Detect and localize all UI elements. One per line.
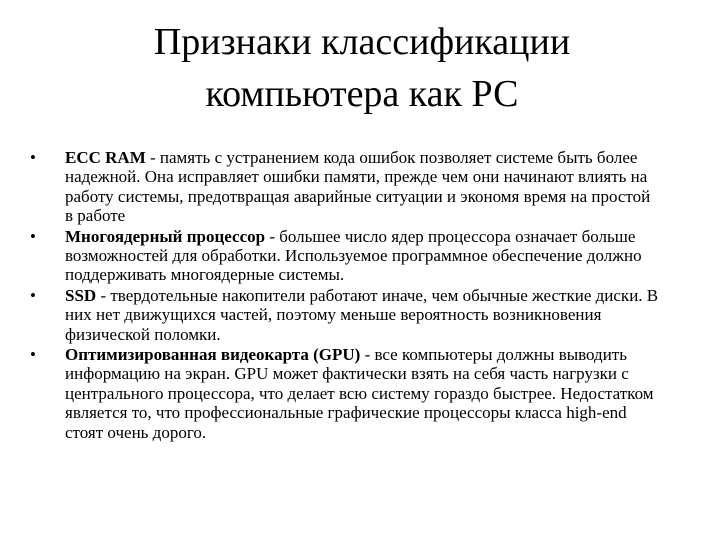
bullet-list: [30, 148, 660, 443]
bullet-item-ecc-ram: [30, 148, 660, 226]
bullet-item-multicore-cpu: [30, 227, 660, 285]
bullet-item-gpu: [30, 345, 660, 442]
bullet-text: - память с устранением кода ошибок позволяет системе быть более надежной. Она исправляет ошибки памяти, прежде чем они начинают влиять на работу системы, предотвращая аварийные ситуации и экономя время на простой в работе: [65, 148, 651, 226]
slide-title: [72, 16, 652, 120]
bullet-text: - твердотельные накопители работают иначе, чем обычные жесткие диски. В них нет движущихся частей, поэтому меньше вероятность возникновения физической поломки.: [65, 285, 659, 344]
bullet-text: - все компьютеры должны выводить информацию на экран. GPU может фактически взять на себя часть нагрузки с центрального процессора, что делает всю систему гораздо быстрее. Недостатком является то, что профессиональные графические процессоры класса high-end стоят очень дорого.: [65, 345, 654, 442]
slide-title-line-1: Признаки классификации: [153, 21, 571, 63]
bullet-term: Оптимизированная видеокарта (GPU): [65, 345, 361, 365]
bullet-term: Многоядерный процессор: [65, 226, 266, 246]
bullet-term: ECC RAM: [65, 148, 146, 167]
slide-title-line-2: компьютера как РС: [205, 73, 519, 115]
bullet-item-ssd: [30, 286, 660, 344]
bullet-icon: •: [30, 226, 36, 246]
bullet-text: - большее число ядер процессора означает больше возможностей для обработки. Используемое программное обеспечение должно поддерживать многоядерные системы.: [65, 226, 642, 285]
bullet-icon: •: [30, 345, 36, 365]
bullet-term: SSD: [65, 285, 97, 305]
bullet-icon: •: [30, 285, 36, 305]
bullet-icon: •: [30, 148, 36, 167]
